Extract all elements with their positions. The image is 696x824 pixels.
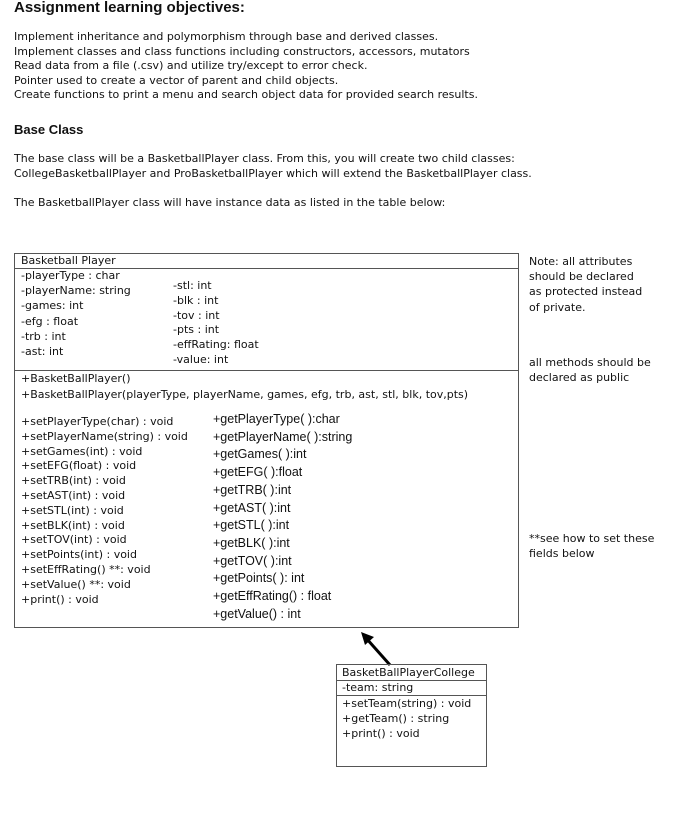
uml-method: +setAST(int) : void [21,488,126,502]
uml-attributes-right [173,279,259,368]
objectives-list [14,30,478,103]
uml-method: +getGames( ):int [213,447,307,462]
uml-attribute: -playerType : char [21,269,120,282]
uml-method: +setGames(int) : void [21,444,143,458]
uml-attribute: -pts : int [173,323,220,337]
uml-attributes-left [21,268,131,359]
base-class-line: The base class will be a BasketballPlayer class. From this, you will create two child classes: [14,152,515,165]
objectives-heading: Assignment learning objectives: [14,0,245,16]
uml-method: +setPoints(int) : void [21,548,137,562]
uml-method: +getBLK( ):int [213,535,290,550]
uml-basketball-player [14,253,519,628]
note-line: declared as public [529,371,630,385]
note-fields [529,531,654,561]
uml-title: BasketBallPlayerCollege [342,666,475,679]
uml-attribute: -effRating: float [173,338,259,352]
objective-item: Pointer used to create a vector of parent and child objects. [14,73,339,87]
uml-method: +getPlayerName( ):string [213,429,353,444]
uml-constructor: +BasketBallPlayer() [21,372,131,385]
uml-basketball-player-college [336,664,487,767]
uml-method: +setTOV(int) : void [21,533,127,547]
uml-constructor: +BasketBallPlayer(playerType, playerName, games, efg, trb, ast, stl, blk, tov,pts) [21,387,469,401]
uml-method: +getTOV( ):int [213,553,292,568]
note-line: as protected instead [529,285,643,299]
base-class-heading: Base Class [14,122,84,137]
note-line: all methods should be [529,356,651,369]
uml-attribute: -efg : float [21,314,79,328]
uml-method: +setPlayerType(char) : void [21,415,174,428]
instance-data-intro: The BasketballPlayer class will have instance data as listed in the table below: [14,196,446,209]
note-line: of private. [529,300,586,314]
uml-title: Basketball Player [21,254,116,267]
uml-method: +getTRB( ):int [213,482,292,497]
objective-item: Implement classes and class functions including constructors, accessors, mutators [14,44,470,58]
note-attributes [529,254,642,315]
uml-attribute: -stl: int [173,279,212,292]
uml-method: +setTeam(string) : void [342,697,472,710]
objective-item: Read data from a file (.csv) and utilize try/except to error check. [14,59,368,72]
uml-methods [342,696,471,741]
objective-item: Create functions to print a menu and search object data for provided search results. [14,88,478,101]
uml-method: +print() : void [21,592,99,606]
uml-method: +getAST( ):int [213,500,291,515]
uml-attribute: -tov : int [173,308,220,322]
note-line: Note: all attributes [529,255,633,268]
objective-item: Implement inheritance and polymorphism through base and derived classes. [14,30,439,43]
uml-attribute: -blk : int [173,293,219,307]
uml-constructors [21,371,468,402]
uml-method: +setSTL(int) : void [21,503,124,517]
uml-method: +setPlayerName(string) : void [21,429,188,443]
uml-getters [213,411,352,623]
uml-method: +getTeam() : string [342,712,450,725]
uml-attribute: -playerName: string [21,284,131,298]
uml-attribute: -ast: int [21,345,64,359]
note-methods [529,355,651,385]
uml-method: +setEffRating() **: void [21,562,151,576]
uml-setters [21,415,188,607]
uml-method: +setTRB(int) : void [21,474,126,488]
uml-method: +getPoints( ): int [213,571,305,586]
uml-attribute: -games: int [21,299,84,313]
note-line: fields below [529,547,595,561]
uml-method: +getValue() : int [213,606,301,621]
uml-method: +print() : void [342,727,420,740]
uml-method: +getEffRating() : float [213,589,332,604]
uml-attribute: -team: string [342,681,414,694]
uml-method: +setEFG(float) : void [21,459,137,473]
uml-attribute: -value: int [173,352,229,366]
note-line: **see how to set these [529,532,655,545]
uml-method: +setBLK(int) : void [21,518,125,532]
uml-method: +setValue() **: void [21,577,131,591]
base-class-paragraph [14,152,532,181]
uml-method: +getPlayerType( ):char [213,412,340,426]
uml-attribute: -trb : int [21,329,66,343]
note-line: should be declared [529,270,634,284]
base-class-line: CollegeBasketballPlayer and ProBasketballPlayer which will extend the BasketballPlayer class. [14,166,532,180]
uml-method: +getSTL( ):int [213,518,290,533]
uml-method: +getEFG( ):float [213,465,303,480]
